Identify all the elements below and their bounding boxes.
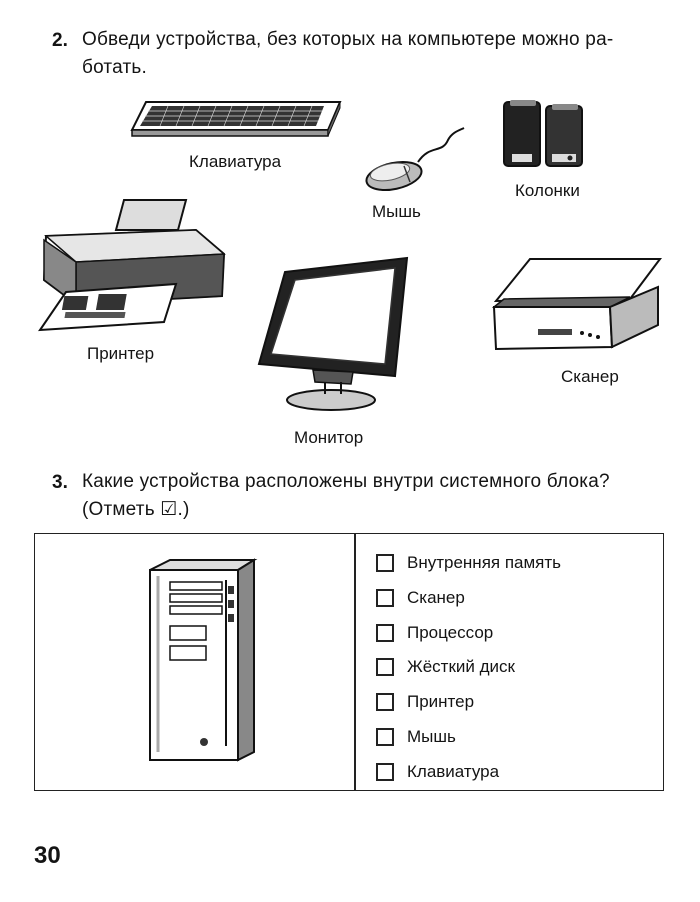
printer-label: Принтер: [87, 344, 155, 363]
checkbox[interactable]: [376, 728, 394, 746]
task-3-line-2: [82, 494, 190, 526]
scanner-image[interactable]: [490, 255, 664, 359]
checkbox[interactable]: [376, 693, 394, 711]
option-keyboard[interactable]: [376, 760, 499, 784]
option-hard-disk[interactable]: [376, 655, 515, 679]
keyboard-image[interactable]: [128, 98, 344, 142]
mouse-image[interactable]: [360, 122, 470, 194]
option-scanner[interactable]: [376, 586, 465, 610]
option-label: Мышь: [407, 727, 456, 746]
scanner-label: Сканер: [561, 367, 619, 386]
speakers-image[interactable]: [500, 96, 588, 170]
option-label: Внутренняя память: [407, 553, 562, 572]
checked-box-icon: ☑: [160, 499, 178, 520]
option-label: Процессор: [407, 623, 494, 642]
task-3-instruction-suffix: .): [177, 499, 190, 520]
task-2-line-1: Обведи устройства, без которых на компьютере можно ра-: [82, 29, 614, 50]
task-3-instruction-prefix: (Отметь: [82, 499, 155, 520]
checkbox[interactable]: [376, 624, 394, 642]
checkbox[interactable]: [376, 763, 394, 781]
task-3-number: 3.: [52, 472, 68, 493]
monitor-label: Монитор: [294, 428, 364, 447]
monitor-image[interactable]: [255, 254, 413, 414]
table-divider: [354, 533, 356, 791]
option-label: Принтер: [407, 692, 475, 711]
checkbox[interactable]: [376, 658, 394, 676]
mouse-label: Мышь: [372, 202, 421, 221]
task-3-line-1: Какие устройства расположены внутри системного блока?: [82, 471, 610, 492]
option-printer[interactable]: [376, 690, 474, 714]
keyboard-label: Клавиатура: [189, 152, 282, 171]
option-label: Жёсткий диск: [407, 657, 515, 676]
answer-table: [34, 533, 664, 791]
checkbox[interactable]: [376, 589, 394, 607]
task-2-line-2: ботать.: [82, 57, 147, 78]
speakers-label: Колонки: [515, 181, 580, 200]
page-number: 30: [34, 842, 61, 869]
task-2-number: 2.: [52, 30, 68, 51]
option-internal-memory[interactable]: [376, 551, 561, 575]
system-unit-image: [140, 556, 260, 764]
printer-image[interactable]: [36, 196, 228, 336]
option-mouse[interactable]: [376, 725, 456, 749]
option-label: Сканер: [407, 588, 465, 607]
checkbox[interactable]: [376, 554, 394, 572]
option-label: Клавиатура: [407, 762, 500, 781]
option-processor[interactable]: [376, 621, 493, 645]
